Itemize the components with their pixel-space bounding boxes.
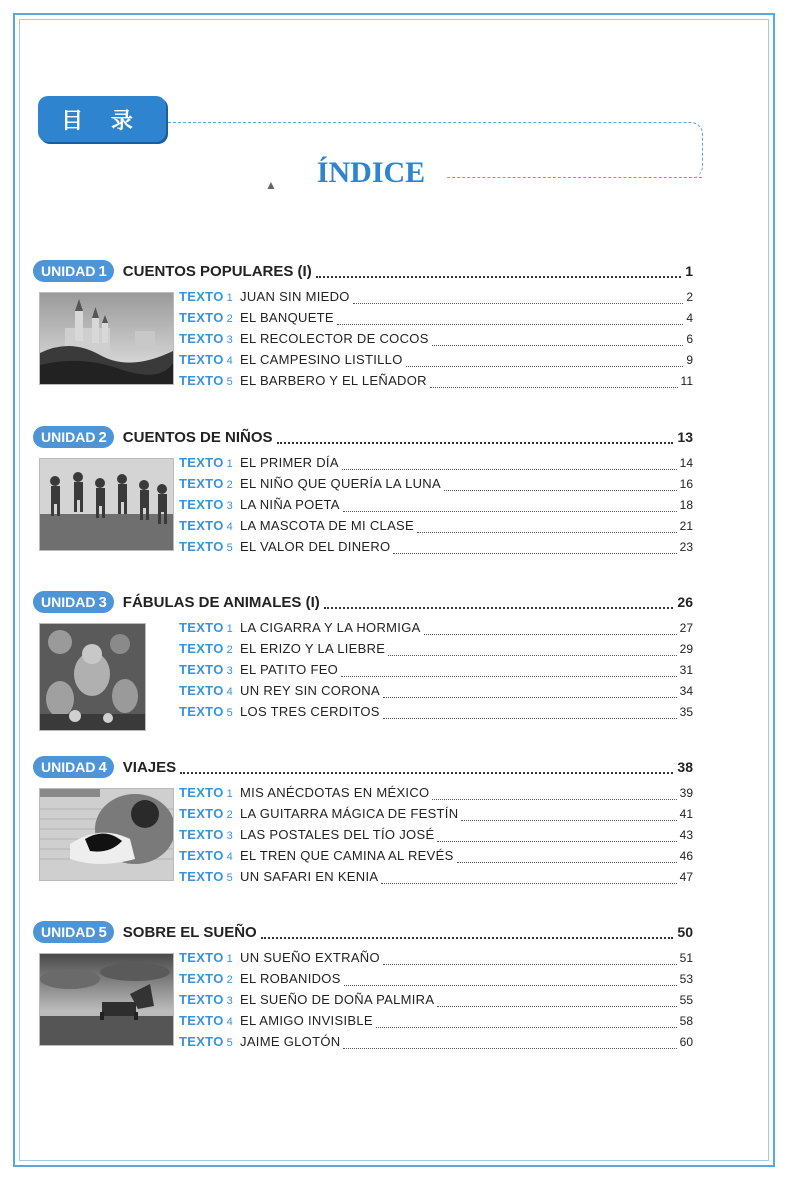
dot-leader (277, 442, 674, 444)
list-item[interactable]: TEXTO 3 LAS POSTALES DEL TÍO JOSÉ 43 (179, 827, 693, 842)
texts-list (179, 455, 693, 560)
guitar-bull-photo (39, 788, 174, 881)
unit-badge: UNIDAD 2 (33, 426, 114, 448)
page-title: ÍNDICE (295, 156, 447, 190)
list-item[interactable]: TEXTO 4 EL CAMPESINO LISTILLO 9 (179, 352, 693, 367)
list-item[interactable]: TEXTO 2 EL BANQUETE 4 (179, 310, 693, 325)
unit-badge: UNIDAD 3 (33, 591, 114, 613)
list-item[interactable]: TEXTO 3 EL SUEÑO DE DOÑA PALMIRA 55 (179, 992, 693, 1007)
list-item[interactable]: TEXTO 5 EL VALOR DEL DINERO 23 (179, 539, 693, 554)
list-item[interactable]: TEXTO 2 EL ROBANIDOS 53 (179, 971, 693, 986)
list-item[interactable]: TEXTO 1 LA CIGARRA Y LA HORMIGA 27 (179, 620, 693, 635)
children-jumping-photo (39, 458, 174, 551)
dot-leader (324, 607, 674, 609)
texts-list (179, 785, 693, 890)
unit-heading[interactable] (33, 259, 693, 283)
list-item[interactable]: TEXTO 5 UN SAFARI EN KENIA 47 (179, 869, 693, 884)
list-item[interactable]: TEXTO 1 JUAN SIN MIEDO 2 (179, 289, 693, 304)
unit-section-1 (33, 259, 693, 388)
list-item[interactable]: TEXTO 3 EL RECOLECTOR DE COCOS 6 (179, 331, 693, 346)
list-item[interactable]: TEXTO 2 EL ERIZO Y LA LIEBRE 29 (179, 641, 693, 656)
list-item[interactable]: TEXTO 4 UN REY SIN CORONA 34 (179, 683, 693, 698)
unit-badge: UNIDAD 1 (33, 260, 114, 282)
list-item[interactable]: TEXTO 4 EL AMIGO INVISIBLE 58 (179, 1013, 693, 1028)
list-item[interactable]: TEXTO 1 UN SUEÑO EXTRAÑO 51 (179, 950, 693, 965)
dot-leader (261, 937, 674, 939)
list-item[interactable]: TEXTO 4 LA MASCOTA DE MI CLASE 21 (179, 518, 693, 533)
list-item[interactable]: TEXTO 5 EL BARBERO Y EL LEÑADOR 11 (179, 373, 693, 388)
dot-leader (316, 276, 682, 278)
bed-in-field-photo (39, 953, 174, 1046)
unit-page-number: 1 (685, 263, 693, 279)
unit-heading[interactable] (33, 755, 693, 779)
unit-heading[interactable] (33, 425, 693, 449)
list-item[interactable]: TEXTO 3 LA NIÑA POETA 18 (179, 497, 693, 512)
unit-heading[interactable] (33, 590, 693, 614)
unit-section-2 (33, 425, 693, 554)
unit-title: CUENTOS POPULARES (I) (122, 262, 312, 280)
list-item[interactable]: TEXTO 5 JAIME GLOTÓN 60 (179, 1034, 693, 1049)
unit-title: SOBRE EL SUEÑO (122, 923, 257, 941)
list-item[interactable]: TEXTO 1 MIS ANÉCDOTAS EN MÉXICO 39 (179, 785, 693, 800)
unit-section-5 (33, 920, 693, 1049)
list-item[interactable]: TEXTO 2 LA GUITARRA MÁGICA DE FESTÍN 41 (179, 806, 693, 821)
unit-section-3 (33, 590, 693, 719)
list-item[interactable]: TEXTO 2 EL NIÑO QUE QUERÍA LA LUNA 16 (179, 476, 693, 491)
unit-heading[interactable] (33, 920, 693, 944)
texts-list (179, 620, 693, 725)
texts-list (179, 289, 693, 394)
list-item[interactable]: TEXTO 4 EL TREN QUE CAMINA AL REVÉS 46 (179, 848, 693, 863)
unit-title: FÁBULAS DE ANIMALES (I) (122, 593, 320, 611)
list-item[interactable]: TEXTO 5 LOS TRES CERDITOS 35 (179, 704, 693, 719)
unit-page-number: 13 (677, 429, 693, 445)
texts-list (179, 950, 693, 1055)
unit-badge: UNIDAD 4 (33, 756, 114, 778)
animals-illustration (39, 623, 146, 731)
unit-title: VIAJES (122, 758, 177, 776)
unit-page-number: 38 (677, 759, 693, 775)
unit-title: CUENTOS DE NIÑOS (122, 428, 273, 446)
title-dashed-line (432, 177, 702, 178)
unit-badge: UNIDAD 5 (33, 921, 114, 943)
title-dot: ▲ (265, 178, 277, 192)
dot-leader (180, 772, 673, 774)
list-item[interactable]: TEXTO 3 EL PATITO FEO 31 (179, 662, 693, 677)
list-item[interactable]: TEXTO 1 EL PRIMER DÍA 14 (179, 455, 693, 470)
unit-section-4 (33, 755, 693, 884)
castle-photo (39, 292, 174, 385)
unit-page-number: 50 (677, 924, 693, 940)
unit-page-number: 26 (677, 594, 693, 610)
chinese-title-badge: 目 录 (38, 96, 166, 142)
